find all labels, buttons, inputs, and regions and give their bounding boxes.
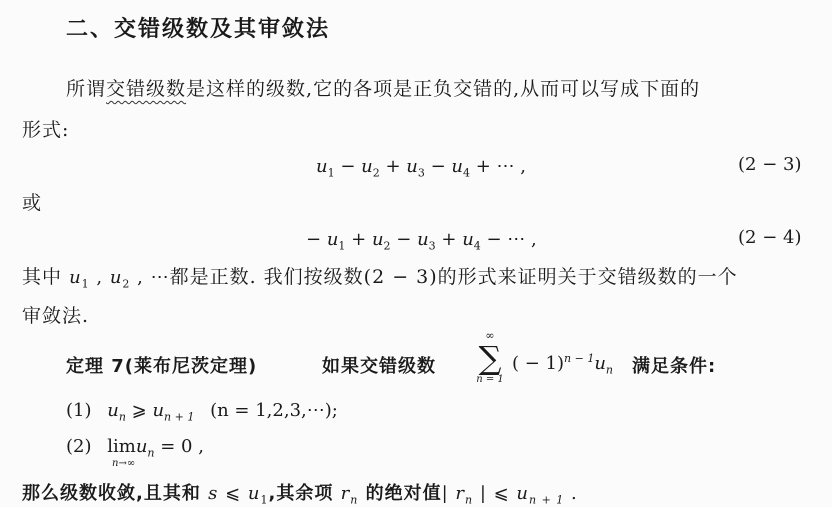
alternating-series-term: 交错级数 <box>106 78 187 100</box>
conclusion-part-1: 那么级数收敛,且其和 <box>22 483 201 504</box>
para1-prefix: 所谓 <box>66 78 107 100</box>
condition-1-range: (n = 1,2,3,⋯); <box>210 400 338 421</box>
equation-2-4: − $u_1 + u_2 - u_3 + u_4$ − ⋯ , <box>306 229 537 253</box>
conclusion-part-3: 的绝对值 <box>365 483 442 504</box>
para1-suffix: 是这样的级数,它的各项是正负交错的,从而可以写成下面的 <box>186 78 701 100</box>
theorem-satisfy: 满足条件: <box>632 356 717 377</box>
condition-2-label: (2) <box>66 436 92 457</box>
paragraph-1-line-2: 形式: <box>22 119 70 141</box>
paragraph-2-line-2: 审敛法. <box>22 305 90 327</box>
equation-number-2-3: (2 − 3) <box>738 154 802 175</box>
sum-lower-limit: n = 1 <box>476 374 504 385</box>
section-heading: 二、交错级数及其审敛法 <box>66 17 331 42</box>
conclusion-line: 那么级数收敛,且其和 s ⩽ $u_1$,其余项 $r_n$ 的绝对值| $r_n$ | ⩽ $u_{n + 1}$ . <box>22 483 578 507</box>
summation-symbol <box>472 330 508 385</box>
paragraph-1-line-1 <box>66 74 700 101</box>
condition-2: (2) limu$_n$ = 0 , <box>66 436 204 460</box>
sum-upper-limit: ∞ <box>485 329 495 342</box>
lim-subscript: n→∞ <box>112 458 136 469</box>
para2-middle: 都是正数. 我们按级数(2 − 3)的形式来证明关于交错级数的一个 <box>169 266 738 288</box>
theorem-condition-intro: 如果交错级数 <box>322 356 436 377</box>
theorem-label: 定理 7(莱布尼茨定理) <box>66 356 258 377</box>
condition-1-label: (1) <box>66 400 92 421</box>
paragraph-2-line-1: 其中 $u_1$ , $u_2$ , ⋯都是正数. 我们按级数(2 − 3)的形式来证明关于交错级数的一个 <box>22 266 738 291</box>
equation-2-3: $u_1 - u_2 + u_3 - u_4$ + ⋯ , <box>316 156 526 180</box>
condition-1: (1) $u_n$ ⩾ $u_{n + 1}$ (n = 1,2,3,⋯); <box>66 400 338 424</box>
series-term: ( − $1)^{n - 1}u_n$ <box>512 352 614 377</box>
conclusion-part-2: ,其余项 <box>268 483 334 504</box>
equation-number-2-4: (2 − 4) <box>738 227 802 248</box>
lim-operator: lim <box>107 436 136 457</box>
para2-prefix: 其中 <box>22 266 63 288</box>
sigma-icon: ∑ <box>478 339 502 377</box>
or-text: 或 <box>22 192 43 214</box>
